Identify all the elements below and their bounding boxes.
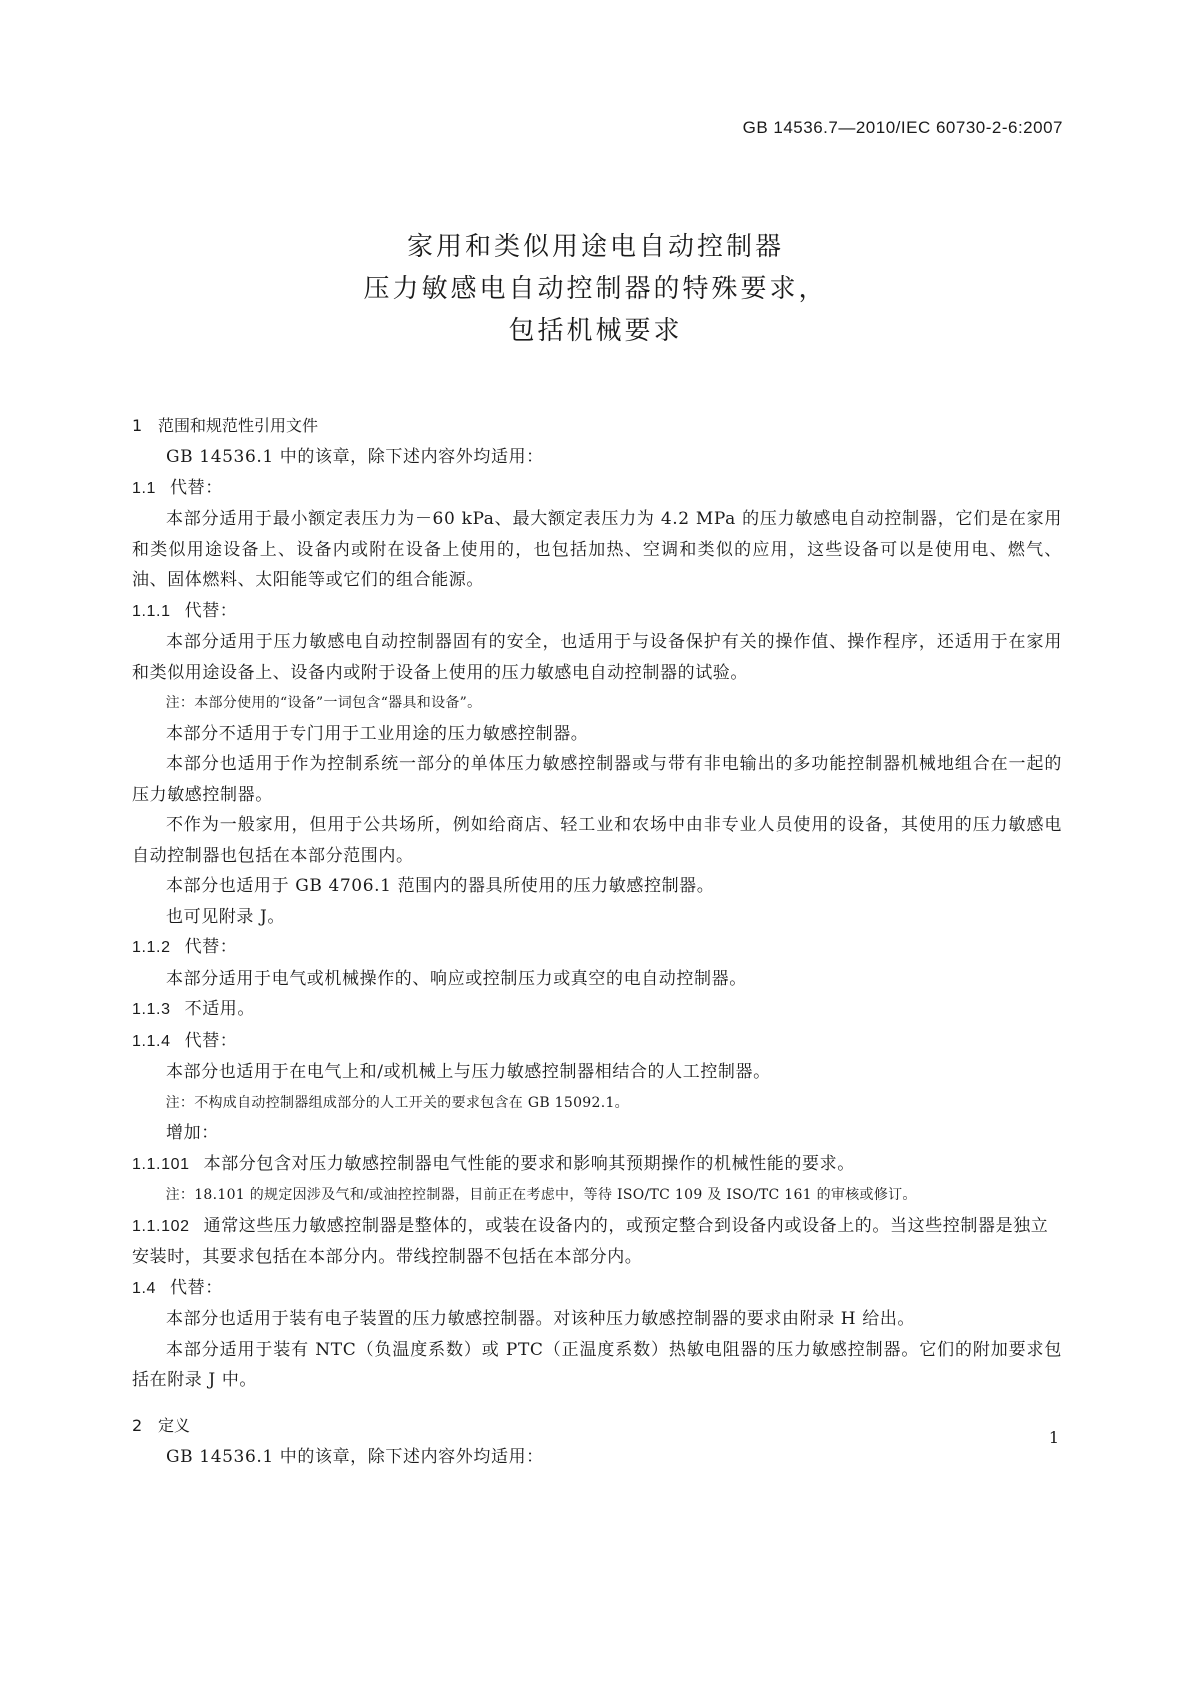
clause-1-1	[132, 473, 1062, 505]
clause-number: 1.4	[132, 1279, 157, 1297]
clause-text: 代替：	[170, 1277, 223, 1298]
clause-text: 本部分包含对压力敏感控制器电气性能的要求和影响其预期操作的机械性能的要求。	[203, 1153, 855, 1174]
clause-1-1-4	[132, 1026, 1062, 1058]
clause-1-1-2	[132, 932, 1062, 964]
paragraph: 不作为一般家用，但用于公共场所，例如给商店、轻工业和农场中由非专业人员使用的设备，其使用的压力敏感电自动控制器也包括在本部分范围内。	[132, 815, 1062, 866]
clause-number: 1.1.102	[132, 1217, 190, 1235]
document-body	[132, 410, 1062, 1472]
paragraph: 本部分适用于装有 NTC（负温度系数）或 PTC（正温度系数）热敏电阻器的压力敏感控制器。它们的附加要求包括在附录 J 中。	[132, 1339, 1062, 1390]
clause-text: 代替：	[184, 937, 238, 957]
clause-1-1-101	[132, 1149, 1062, 1181]
note: 注：18.101 的规定因涉及气和/或油控控制器，目前正在考虑中，等待 ISO/TC 109 及 ISO/TC 161 的审核或修订。	[165, 1187, 917, 1203]
paragraph: 本部分也适用于装有电子装置的压力敏感控制器。对该种压力敏感控制器的要求由附录 H 给出。	[166, 1309, 916, 1329]
clause-number: 1.1.2	[132, 939, 171, 956]
paragraph: 本部分适用于电气或机械操作的、响应或控制压力或真空的电自动控制器。	[166, 968, 747, 989]
clause-number: 1.1.3	[132, 1001, 171, 1018]
clause-text: 代替：	[170, 477, 223, 498]
paragraph: 本部分也适用于作为控制系统一部分的单体压力敏感控制器或与带有非电输出的多功能控制器机械地组合在一起的压力敏感控制器。	[132, 754, 1062, 805]
page-number: 1	[1048, 1428, 1059, 1447]
section-1-title: 范围和规范性引用文件	[158, 416, 319, 435]
section-2-number: 2	[132, 1415, 143, 1435]
paragraph: 本部分适用于压力敏感电自动控制器固有的安全，也适用于与设备保护有关的操作值、操作程序，还适用于在家用和类似用途设备上、设备内或附于设备上使用的压力敏感电自动控制器的试验。	[132, 632, 1062, 683]
note: 注：本部分使用的“设备”一词包含“器具和设备”。	[165, 695, 482, 711]
section-2-title: 定义	[158, 1415, 191, 1435]
clause-text: 代替：	[184, 600, 238, 621]
section-1-number: 1	[132, 416, 143, 435]
clause-1-1-102	[132, 1211, 1062, 1273]
section-1-heading	[132, 410, 1062, 442]
clause-number: 1.1.4	[132, 1032, 171, 1050]
standard-code: GB 14536.7—2010/IEC 60730-2-6:2007	[742, 118, 1063, 137]
title-line-1: 家用和类似用途电自动控制器	[406, 232, 784, 262]
title-line-2: 压力敏感电自动控制器的特殊要求，	[363, 274, 828, 304]
paragraph: 本部分也适用于 GB 4706.1 范围内的器具所使用的压力敏感控制器。	[166, 876, 715, 896]
clause-number: 1.1.101	[132, 1155, 190, 1173]
section-2-intro: GB 14536.1 中的该章，除下述内容外均适用：	[166, 1446, 544, 1467]
paragraph: 本部分适用于最小额定表压力为－60 kPa、最大额定表压力为 4.2 MPa 的压力敏感电自动控制器，它们是在家用和类似用途设备上、设备内或附在设备上使用的，也包括加热、空调和类似的应用，这些设备可以是使用电、燃气、油、固体燃料、太阳能等或它们的组合能源。	[132, 509, 1062, 590]
clause-text: 代替：	[184, 1030, 238, 1051]
paragraph: 本部分也适用于在电气上和/或机械上与压力敏感控制器相结合的人工控制器。	[166, 1062, 771, 1082]
section-1-intro: GB 14536.1 中的该章，除下述内容外均适用：	[166, 447, 544, 467]
clause-1-1-1	[132, 596, 1062, 628]
note: 注：不构成自动控制器组成部分的人工开关的要求包含在 GB 15092.1。	[165, 1094, 629, 1111]
section-2-heading	[132, 1410, 1062, 1442]
clause-text: 通常这些压力敏感控制器是整体的，或装在设备内的，或预定整合到设备内或设备上的。当这些控制器是独立安装时，其要求包括在本部分内。带线控制器不包括在本部分内。	[132, 1215, 1049, 1267]
clause-1-1-3	[132, 994, 1062, 1026]
clause-number: 1.1.1	[132, 602, 171, 620]
document-title	[0, 226, 1191, 352]
clause-text: 不适用。	[184, 999, 255, 1019]
clause-1-4	[132, 1273, 1062, 1305]
paragraph: 本部分不适用于专门用于工业用途的压力敏感控制器。	[166, 723, 589, 744]
clause-number: 1.1	[132, 479, 157, 497]
paragraph: 增加：	[166, 1123, 219, 1143]
title-line-3: 包括机械要求	[508, 316, 683, 346]
paragraph: 也可见附录 J。	[166, 906, 286, 927]
section-gap	[132, 1396, 1062, 1410]
